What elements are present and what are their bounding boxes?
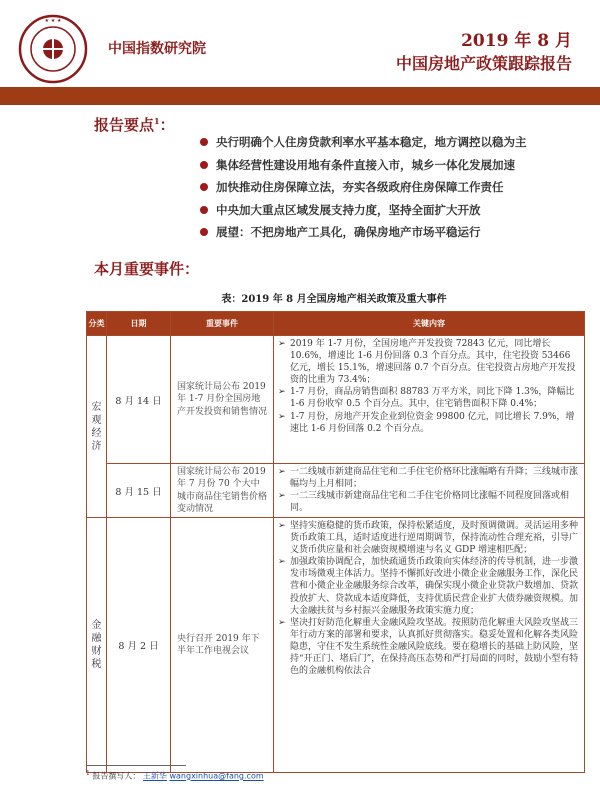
detail-item: ➢ 坚决打好防范化解重大金融风险攻坚战。按照防范化解重大风险攻坚战三年行动方案的部署和要求，认真抓好贯彻落实。稳妥处置和化解各类风险隐患，守住不发生系统性金融风险底线。要在稳增长的基础上防风险，坚持“开正门、堵后门”，在保持高压态势和严打局面的同时，鼓励小型有特色的金融机构依法合 [278,617,579,677]
report-date: 2019 年 8 月 [461,31,572,51]
arrow-bullet-icon: ➢ [278,521,286,531]
event-cell: 国家统计局公布 2019 年 7 月份 70 个大中城市商品住宅销售价格变动情况 [171,464,274,518]
header-event: 重要事件 [171,312,274,336]
email-link[interactable]: wangxinhua@fang.com [169,771,264,781]
arrow-bullet-icon: ➢ [278,387,286,398]
details-cell [274,464,585,518]
author-link[interactable]: 王新华 [142,771,167,781]
category-cell: 宏观经济 [87,336,107,518]
key-point-item: 央行明确个人住房贷款利率水平基本稳定，地方调控以稳为主 [200,131,527,154]
footnote: $^1$ 报告撰写人： 王新华 wangxinhua@fang.com [86,770,264,781]
report-title: 中国房地产政策跟踪报告 [395,54,572,73]
details-cell [274,336,585,464]
key-point-item: 加快推动住房保障立法，夯实各级政府住房保障工作责任 [200,176,527,199]
key-points-title: 报告要点$^1$： [94,116,175,134]
arrow-bullet-icon: ➢ [278,557,286,568]
table-caption: 表：2019 年 8 月全国房地产相关政策及重大事件 [221,294,447,305]
policy-events-table [86,311,585,773]
header-band [0,87,600,105]
svg-text:★ ★ ★: ★ ★ ★ [44,18,62,24]
category-cell: 金融财税 [87,518,107,773]
arrow-bullet-icon: ➢ [278,617,286,628]
footnote-ref: 1 [154,116,160,126]
details-cell [274,518,585,773]
detail-item: ➢ 1-7 月份，商品房销售面积 88783 万平方米，同比下降 1.3%，降幅比 1-6 月份收窄 0.5 个百分点。其中，住宅销售面积下降 0.4%； [278,387,575,410]
header-date: 日期 [107,312,171,336]
key-point-item: 集体经营性建设用地有条件直接入市，城乡一体化发展加速 [200,154,527,177]
date-cell: 8 月 2 日 [107,518,171,773]
arrow-bullet-icon: ➢ [278,491,286,502]
detail-item: ➢ 1-7 月份，房地产开发企业到位资金 99800 亿元，同比增长 7.9%，增速比 1-6 月份回落 0.2 个百分点。 [278,411,575,434]
bullet-icon [200,138,208,146]
header-details: 关键内容 [274,312,585,336]
logo-emblem-icon [18,14,88,84]
bullet-icon [200,183,208,191]
key-points-list [200,131,527,244]
footnote-divider [86,765,186,766]
detail-item: ➢ 加强政策协调配合，加快疏通货币政策向实体经济的传导机制，进一步激发市场微观主体活力。坚持不懈抓好改进小微企业金融服务工作，深化民营和小微企业金融服务综合改革，确保实现小微企业贷款户数增加、贷款投放扩大、贷款成本适度降低，支持优质民营企业扩大债券融资规模。加大金融扶贫与乡村振兴金融服务政策实施力度； [278,557,579,616]
table-row [87,518,585,773]
org-name: 中国指数研究院 [108,41,206,57]
date-cell: 8 月 15 日 [107,464,171,518]
events-section-title: 本月重要事件： [94,260,200,278]
bullet-icon [200,161,208,169]
table-row [87,464,585,518]
arrow-bullet-icon: ➢ [278,411,286,422]
detail-item: ➢ 2019 年 1-7 月份，全国房地产开发投资 72843 亿元，同比增长 10.6%，增速比 1-6 月份回落 0.3 个百分点。其中，住宅投资 53466 亿元，增长 15.1%，增速回落 0.7 个百分点。住宅投资占房地产开发投资的比重为 73.4%； [278,339,576,386]
header-category: 分类 [87,312,107,336]
table-row [87,336,585,464]
table-header-row [87,312,585,336]
event-cell: 国家统计局公布 2019 年 1-7 月份全国房地产开发投资和销售情况 [171,336,274,464]
arrow-bullet-icon: ➢ [278,467,286,477]
logo [18,14,88,84]
bullet-icon [200,228,208,236]
detail-item: ➢ 一二三线城市新建商品住宅和二手住宅价格同比涨幅不同程度回落或相同。 [278,491,570,514]
key-point-item: 中央加大重点区域发展支持力度，坚持全面扩大开放 [200,199,527,222]
arrow-bullet-icon: ➢ [278,339,286,349]
bullet-icon [200,206,208,214]
key-point-item: 展望：不把房地产工具化，确保房地产市场平稳运行 [200,221,527,244]
detail-item: ➢ 坚持实施稳健的货币政策，保持松紧适度，及时预调微调。灵活运用多种货币政策工具，适时适度进行逆周期调节，保持流动性合理充裕，引导广义货币供应量和社会融资规模增速与名义 GDP 增速相匹配； [278,521,579,556]
detail-item: ➢ 一二线城市新建商品住宅和二手住宅价格环比涨幅略有升降；三线城市涨幅均与上月相同； [278,467,579,490]
date-cell: 8 月 14 日 [107,336,171,464]
event-cell: 央行召开 2019 年下半年工作电视会议 [171,518,274,773]
